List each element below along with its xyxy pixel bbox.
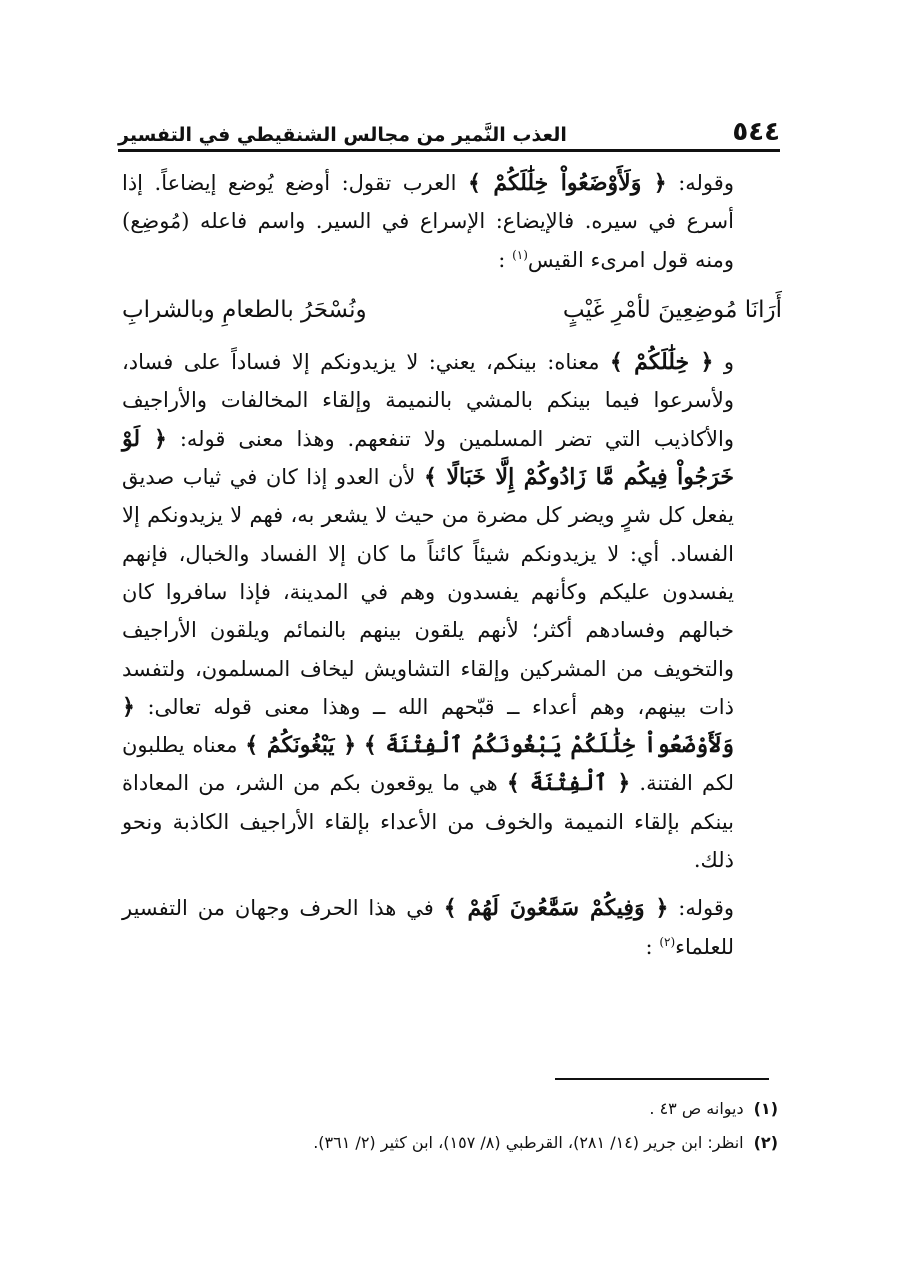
- paragraph-2: [122, 343, 782, 879]
- para3-intro: وقوله:: [678, 896, 735, 921]
- footnote-ref-2: (٢): [659, 934, 676, 949]
- para1-text: العرب تقول: أوضع يُوضع إيضاعاً. إذا أسرع في سيره. فالإيضاع: الإسراع في السير. واسم فاعله (مُوضِع) ومنه قول امرىء القيس: [122, 171, 734, 272]
- footnote-1: [118, 1092, 778, 1126]
- footnote-number: (١): [753, 1099, 778, 1118]
- footnote-2: [118, 1126, 778, 1160]
- para2-text-2: لأن العدو إذا كان في ثياب صديق يفعل كل شرٍ ويضر كل مضرة من حيث لا يشعر به، فهم لا يزيدونكم إلا الفساد. أي: لا يزيدونكم شيئاً كائناً ما كان إلا الفساد والخبال، فإنهم يفسدون عليكم وكأنهم يفسدون وهم في المدينة، فإذا سافروا كان خبالهم وفسادهم أكثر؛ لأنهم يلقون بينهم بالنمائم ويلقون الأراجيف والتخويف من المشركين وإلقاء التشاويش ليخاف المسلمون، ولتفسد ذات بينهم، وهم أعداء ــ قبّحهم الله ــ وهذا معنى قوله تعالى:: [122, 465, 734, 719]
- footnote-separator: [555, 1078, 769, 1080]
- footnote-number: (٢): [753, 1133, 778, 1152]
- para2-text-1: معناه: بينكم، يعني: لا يزيدونكم إلا فساداً على فساد، ولأسرعوا فيما بينكم بالمشي بالنميمة وإلقاء المخالفات والأراجيف والأكاذيب التي تضر المسلمين ولا تنفعهم. وهذا معنى قوله:: [122, 350, 734, 451]
- footnotes: [118, 1092, 778, 1160]
- poem-hemistich-2: ونُسْحَرُ بالطعامِ وبالشرابِ: [122, 296, 367, 323]
- paragraph-1: [122, 164, 782, 279]
- paragraph-3: [122, 889, 782, 966]
- page-number: ٥٤٤: [732, 117, 780, 147]
- quran-verse: ﴿ خِلَٰلَكُمْ ﴾: [609, 349, 714, 376]
- para2-prefix: و: [723, 350, 734, 375]
- running-header: [118, 108, 780, 152]
- quran-verse: ﴿ يَبْغُونَكُمُ ﴾: [245, 732, 357, 759]
- quran-verse: ﴿ وَلَأَوْضَعُواْ خِلَٰلَكُمْ يَبْغُونَكُمُ ٱلْفِتْنَةَ ﴾: [122, 693, 734, 759]
- quran-verse: ﴿ لَوْ خَرَجُواْ فِيكُم مَّا زَادُوكُمْ إِلَّا خَبَالًا ﴾: [122, 425, 734, 491]
- para3-text: في هذا الحرف وجهان من التفسير للعلماء: [122, 896, 734, 959]
- quran-verse: ﴿ ٱلْفِتْنَةَ ﴾: [506, 770, 631, 797]
- poem-hemistich-1: أَرَانَا مُوضِعِينَ لأمْرِ غَيْبٍ: [562, 296, 782, 323]
- quran-verse: ﴿ وَلَأَوْضَعُواْ خِلَٰلَكُمْ ﴾: [467, 170, 667, 196]
- quran-verse: ﴿ وَفِيكُمْ سَمَّٰعُونَ لَهُمْ ﴾: [443, 895, 669, 922]
- poem-verse: [122, 291, 782, 329]
- para2-text-4: هي ما يوقعون بكم من الشر، من المعاداة بينكم بإلقاء النميمة والخوف من الأعداء بإلقاء الأراجيف الكاذبة ونحو ذلك.: [122, 771, 734, 873]
- para1-colon: :: [498, 247, 506, 272]
- footnote-text: انظر: ابن جرير (١٤/ ٢٨١)، القرطبي (٨/ ١٥٧)، ابن كثير (٢/ ٣٦١).: [313, 1133, 744, 1152]
- para1-intro: وقوله:: [678, 171, 734, 195]
- footnote-ref-1: (١): [512, 247, 528, 262]
- footnote-text: ديوانه ص ٤٣ .: [649, 1099, 744, 1118]
- para3-colon: :: [645, 934, 653, 959]
- main-text: [122, 164, 782, 966]
- para2-text-3: معناه يطلبون لكم الفتنة.: [122, 733, 734, 796]
- book-title: العذب النَّمير من مجالس الشنقيطي في التفسير: [118, 124, 567, 146]
